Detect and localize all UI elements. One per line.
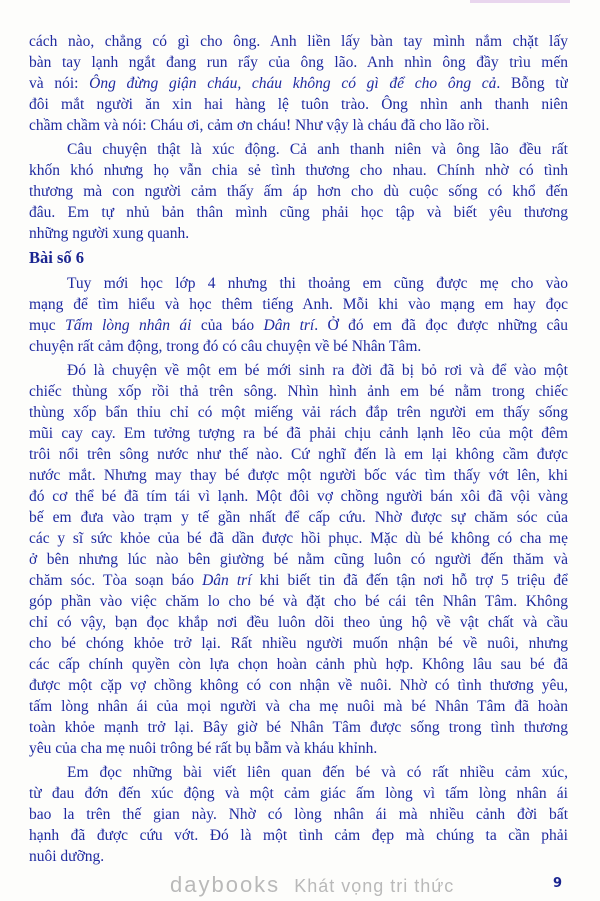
text-segment: bế em đưa vào trạm y tế gần nhất để cấp cứu. Nhờ được sự chăm sóc của: [29, 509, 568, 526]
section-heading: Bài số 6: [29, 248, 85, 267]
text-line: [29, 423, 568, 444]
paragraph: [29, 139, 568, 244]
text-segment: khi biết tin đã đến tận nơi hỗ trợ 5 triệu để: [251, 572, 568, 589]
text-segment: từ đau đớn đến xúc động và một cảm giác ấm lòng vì tấm lòng nhân ái: [29, 785, 568, 802]
text-segment: chăm sóc. Tòa soạn báo: [29, 572, 203, 589]
text-segment: Câu chuyện thật là xúc động. Cả anh thanh niên và ông lão đều rất: [67, 141, 568, 158]
text-segment: toàn khỏe mạnh trở lại. Bây giờ bé Nhân Tâm được sống trong tình thương: [29, 719, 568, 736]
text-segment: góp phần vào việc chăm lo cho bé và đặt cho bé cái tên Nhân Tâm. Không: [29, 593, 568, 610]
text-segment: đôi mắt người ăn xin hai hàng lệ tuôn trào. Ông nhìn anh thanh niên: [29, 96, 568, 113]
text-segment: cách nào, chẳng có gì cho ông. Anh liền lấy bàn tay mình nắm chặt lấy: [29, 33, 568, 50]
text-segment: bao la trên thế gian này. Nhờ có lòng nhân ái mà nhiều cảnh đời bất: [29, 806, 568, 823]
paragraph: [29, 360, 568, 759]
text-line: [29, 444, 568, 465]
text-line: [29, 549, 568, 570]
text-line: [29, 181, 568, 202]
text-line: [29, 591, 568, 612]
text-line: [29, 115, 568, 136]
text-segment: khốn khó nhưng họ vẫn chia sẻ tình thương cho nhau. Chính nhờ có tình: [29, 162, 568, 179]
text-line: [29, 612, 568, 633]
text-segment: bàn tay lạnh ngắt đang run rẩy của ông lão. Anh nhìn ông đầy trìu mến: [29, 54, 568, 71]
text-segment: Tuy mới học lớp 4 nhưng thi thoảng em cũng được mẹ cho vào: [67, 275, 568, 292]
text-segment: . Ở đó em đã đọc được những câu: [314, 317, 568, 334]
text-segment: các y sĩ sức khỏe của bé đã dần được hồi phục. Mặc dù bé không có cha mẹ: [29, 530, 568, 547]
text-line: [29, 633, 568, 654]
text-segment: nuôi dưỡng.: [29, 848, 105, 865]
text-segment: mũi cay cay. Em tưởng tượng ra bé đã phải chịu cảnh lạnh lẽo của một đêm: [29, 425, 568, 442]
watermark-tagline: Khát vọng tri thức: [294, 876, 455, 896]
text-line: [29, 315, 568, 336]
text-segment: chiếc thùng xốp rồi thả trên sông. Nhìn hình ảnh em bé nằm trong chiếc: [29, 383, 568, 400]
text-line: [29, 507, 568, 528]
text-segment: Em đọc những bài viết liên quan đến bé và có rất nhiều cảm xúc,: [67, 764, 568, 781]
text-line: [29, 294, 568, 315]
text-line: [29, 825, 568, 846]
text-line: [29, 139, 568, 160]
watermark: [170, 872, 454, 899]
text-line: [29, 762, 568, 783]
text-segment: mục: [29, 317, 66, 334]
italic-text-segment: Tấm lòng nhân ái: [65, 317, 192, 334]
text-line: [29, 465, 568, 486]
italic-text-segment: Ông đừng giận cháu, cháu không có gì để cho ông cả: [89, 75, 497, 92]
text-line: [29, 717, 568, 738]
text-line: [29, 202, 568, 223]
text-line: [29, 381, 568, 402]
text-line: [29, 696, 568, 717]
text-segment: chỉ có vậy, bạn đọc khắp nơi đều luôn dõi theo ủng hộ về vật chất và cầu: [29, 614, 568, 631]
text-segment: những người xung quanh.: [29, 225, 190, 242]
page-number: 9: [553, 876, 563, 891]
text-segment: đó cơ thể bé đã tím tái vì lạnh. Một đôi vợ chồng người bán xôi đã vội vàng: [29, 488, 568, 505]
text-line: [29, 160, 568, 181]
text-segment: chầm chầm và nói: Cháu ơi, cảm ơn cháu! Như vậy là cháu đã cho lão rồi.: [29, 117, 490, 134]
paragraph: [29, 31, 568, 136]
text-segment: trôi nổi trên sông nước như thế nào. Cứ nghĩ đến là em lại không cầm được: [29, 446, 568, 463]
paragraph: [29, 762, 568, 867]
text-segment: ở bên nhưng lúc nào bên giường bé nằm cũng luôn có người đến thăm và: [29, 551, 568, 568]
italic-text-segment: Dân trí: [202, 572, 252, 589]
text-line: [29, 846, 568, 867]
paragraph: [29, 273, 568, 357]
text-segment: được một cặp vợ chồng không có con nhận về nuôi. Nhờ có tình thương yêu,: [29, 677, 568, 694]
text-line: [29, 273, 568, 294]
text-line: [29, 52, 568, 73]
text-line: [29, 336, 568, 357]
text-segment: nước mắt. Nhưng may thay bé được một người bốc vác tìm thấy vớt lên, khi: [29, 467, 568, 484]
text-line: [29, 73, 568, 94]
text-line: [29, 486, 568, 507]
text-segment: Đó là chuyện về một em bé mới sinh ra đời đã bị bỏ rơi và để vào một: [67, 362, 568, 379]
text-segment: của báo: [191, 317, 264, 334]
text-segment: . Bỗng từ: [496, 75, 568, 92]
text-line: [29, 654, 568, 675]
text-line: [29, 223, 568, 244]
scan-edge-strip: [470, 0, 570, 3]
text-segment: yêu của cha mẹ nuôi trông bé rất bụ bẫm và kháu khỉnh.: [29, 740, 378, 757]
watermark-logo: daybooks: [170, 872, 281, 897]
text-segment: cho bé chóng khỏe trở lại. Rất nhiều người muốn nhận bé về nuôi, nhưng: [29, 635, 568, 652]
text-line: [29, 360, 568, 381]
text-segment: đâu. Em tự nhủ bản thân mình cũng phải học tập và biết yêu thương: [29, 204, 568, 221]
text-line: [29, 570, 568, 591]
text-line: [29, 675, 568, 696]
page-body: [29, 31, 568, 867]
text-line: [29, 804, 568, 825]
text-segment: hạnh đã được cứu vớt. Đó là một tình cảm đẹp mà chúng ta cần phải: [29, 827, 568, 844]
text-segment: các cấp chính quyền còn lựa chọn hoàn cảnh phù hợp. Không lâu sau bé đã: [29, 656, 568, 673]
text-line: [29, 31, 568, 52]
text-segment: thương mà con người cảm thấy ấm áp hơn cho dù cuộc sống có khổ đến: [29, 183, 568, 200]
text-segment: và nói:: [29, 75, 90, 92]
text-segment: mạng để tìm hiểu và học thêm tiếng Anh. Mỗi khi vào mạng em hay đọc: [29, 296, 568, 313]
text-segment: tấm lòng nhân ái của mọi người và cha mẹ nuôi mà bé Nhân Tâm đã hoàn: [29, 698, 568, 715]
text-line: [29, 783, 568, 804]
text-line: [29, 738, 568, 759]
text-segment: chuyện rất cảm động, trong đó có câu chuyện về bé Nhân Tâm.: [29, 338, 422, 355]
text-segment: thùng xốp bẩn thỉu chỉ có một miếng vải rách đắp trên người em thấy sống: [29, 404, 568, 421]
italic-text-segment: Dân trí: [263, 317, 315, 334]
text-line: [29, 402, 568, 423]
text-line: [29, 94, 568, 115]
text-line: [29, 528, 568, 549]
